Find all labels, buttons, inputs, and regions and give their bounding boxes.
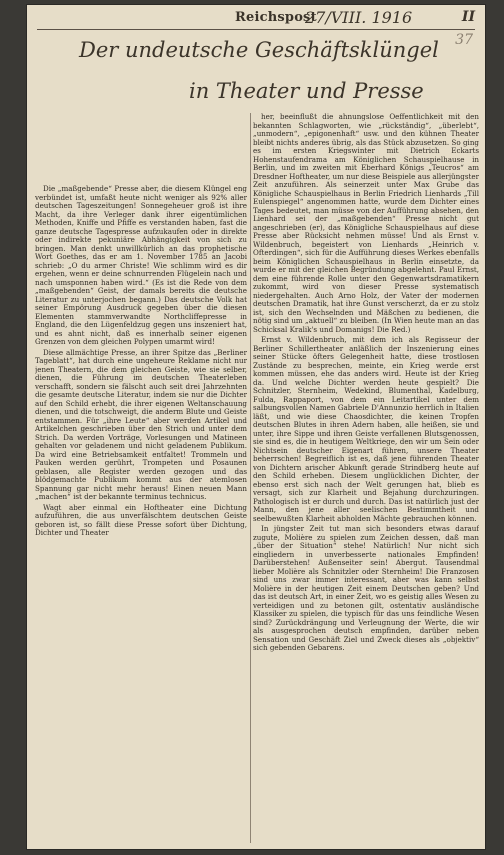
header-rule: [37, 29, 475, 30]
right-paragraph: her, beeinflußt die ahnungslose Oeffentlichkeit mit den bekannten Schlagworten, wie „rückständig“, „überlebt“, „unmodern“, „epigonenhaft“ usw. und den kühnen Theater bleibt nichts anderes übrig, als das Stück abzusetzen. So ging es im ersten Kriegswinter mit Dietrich Eckarts Hohenstaufendrama am Königlichen Schauspielhause in Berlin, und im zweiten mit Eberhard Königs „Teucros“ am Dresdner Hoftheater, um nur diese Beispiele aus allerjüngster Zeit anzuführen. Als seinerzeit unter Max Grube das Königliche Schauspielhaus in Berlin Friedrich Lienhards „Till Eulenspiegel“ angenommen hatte, wurde dem Dichter eines Tages bedeutet, man müsse von der Aufführung absehen, den Lienhard sei der „maßgebenden“ Presse nicht gut angeschrieben (er), das Königliche Schauspielhaus auf diese Presse aber Rücksicht nehmen müsse! Und als Ernst v. Wildenbruch, begeistert von Lienhards „Heinrich v. Ofterdingen“, sich für die Aufführung dieses Werkes ebenfalls beim Königlichen Schauspielhaus in Berlin einsetzte, da wurde er mit der gleichen Begründung abgelehnt. Paul Ernst, dem eine führende Rolle unter den Gegenwartsdramatikern zukommt, wird von dieser Presse systematisch niedergehalten. Auch Arno Holz, der Vater der modernen deutschen Dramatik, hat ihre Gunst verscherzt, da er zu stolz ist, sich den Wechselnden und Mäßchen zu bedienen, die nötig sind um „aktuell“ zu bleiben. (In Wien heute man an das Schicksal Kralik's und Domanigs! Die Red.): [253, 113, 479, 334]
handwritten-date: 27/VIII. 1916: [305, 8, 413, 27]
column-divider: [250, 113, 251, 843]
newspaper-clipping: [26, 4, 486, 850]
right-paragraph: In jüngster Zeit tut man sich besonders etwas darauf zugute, Molière zu spielen zum Zeichen dessen, daß man „über der Situation“ stehe! Natürlich! Nur nicht sich eingliedern in unverbesserte nationales Empfinden! Darüberstehen! Außenseiter sein! Abergut. Tausendmal lieber Molière als Schnitzler oder Sternheim! Die Franzosen sind uns zwar immer interessant, aber was kann selbst Molière in der heutigen Zeit einem Deutschen geben? Und das ist deutsch Art, in einer Zeit, wo es geistig alles Wesen zu verteidigen und zu betonen gilt, ostentativ ausländische Klassiker zu spielen, die typisch für das uns feindliche Wesen sind? Zurückdrängung und Verleugnung der Werte, die wir als ausgesprochen deutsch empfinden, darüber neben Sensation und Geschäft Ziel und Zweck dieses als „objektiv“ sich gebenden Gebarens.: [253, 524, 479, 652]
page-number: II: [461, 9, 475, 25]
left-column: [35, 185, 247, 665]
handwritten-title-line-1: Der undeutsche Geschäftsklüngel: [79, 38, 439, 62]
left-paragraph: Wagt aber einmal ein Hoftheater eine Dichtung aufzuführen, die aus unverfälschtem deutschen Geiste geboren ist, so fällt diese Presse sofort über Dichtung, Dichter und Theater: [35, 502, 247, 537]
right-paragraph: Ernst v. Wildenbruch, mit dem ich als Regisseur der Berliner Schillertheater anläßlich der Inszenierung eines seiner Stücke öfters Gelegenheit hatte, diese trostlosen Zustände zu besprechen, meinte, ein Krieg werde erst kommen müssen, ehe das anders wird. Heute ist der Krieg da. Und welche Dichter werden heute gespielt? Die Schnitzler, Sternheim, Wedekind, Blumenthal, Kadelburg, Fulda, Rappaport, von dem ein Leitartikel unter dem salbungsvollen Namen Gabriele D'Annunzio herrlich in Italien läßt, und wie diese Chaosdichter, die keinen Tropfen deutschen Blutes in ihren Adern haben, alle heißen, sie und unter, ihre Sippe und ihren Geiste verfallenen Blutsgenossen, sie sind es, die in heutigem Weltkriege, den wir um Sein oder Nichtsein deutscher Eigenart führen, unsere Theater beherrschen! Begreiflich ist es, daß jene führenden Theater von Dichtern arischer Abkunft gerade Strindberg heute auf den Schild erheben. Diesem unglücklichen Dichter, der ebenso erst sich nach der Welt gerungen hat, blieb es versagt, sich zur Klarheit und Bejahung durchzuringen. Pathologisch ist er durch und durch. Das ist natürlich just der Mann, den jene aller seelischen Bestimmtheit und seelbewußten Klarheit abholden Mächte gebrauchen können.: [253, 335, 479, 523]
left-paragraph: Diese allmächtige Presse, an ihrer Spitze das „Berliner Tageblatt“, hat durch eine ungeheure Reklame nicht nur jenen Theatern, die dem gleichen Geiste, wie sie selber, dienen, die Führung im deutschen Theaterleben verschafft, sondern sie fälscht auch seit drei Jahrzehnten die gesamte deutsche Literatur, indem sie nur die Dichter auf den Schild erhebt, die ihrer eigenen Weltanschauung dienen, und die totschweigt, die anderm Blute und Geiste entstammen. Für „ihre Leute“ aber werden Artikel und Artikelchen geschrieben über den Strich und unter dem Strich. Da werden Vorträge, Vorlesungen und Matineen gehalten vor geladenem und nicht geladenem Publikum. Da wird eine Betriebsamkeit entfaltet! Trommeln und Pauken werden gerührt, Trompeten und Posaunen geblasen, alle Register werden gezogen und das blödgemachte Publikum kommt aus der atemlosen Spannung gar nicht mehr heraus! Einen neuen Mann „machen“ ist der bekannte terminus technicus.: [35, 347, 247, 501]
left-paragraph: Die „maßgebende“ Presse aber, die diesem Klüngel eng verbündet ist, umfaßt heute nicht weniger als 92% aller deutschen Tageszeitungen! Sonnegeheuer groß ist ihre Macht, da ihre Verleger dank ihrer eigentümlichen Methoden, Kniffe und Pfiffe es verstanden haben, fast die ganze deutsche Tagespresse aufzukaufen oder in direkte oder indirekte pekuniäre Abhängigkeit von sich zu bringen. Man denkt unwillkürlich an das prophetische Wort Goethes, das er am 1. November 1785 an Jacobi schrieb: „O du armer Christe! Wie schlimm wird es dir ergehen, wenn er deine schnurrenden Flügelein nach und nach umsponnen haben wird.“ (Es ist die Rede von dem „maßgebenden“ Geist, der damals bereits die deutsche Literatur zu unterjochen begann.) Das deutsche Volk hat seiner Empörung Ausdruck gegeben über die diesen Elementen stammverwandte Northcliffepresse in England, die den Lügenfeldzug gegen uns inszeniert hat, und es ahnt nicht, daß es innerhalb seiner eigenen Grenzen von dem gleichen Polypen umarmt wird!: [35, 185, 247, 346]
masthead: Reichspost: [235, 10, 317, 25]
right-column: [253, 113, 479, 847]
page-mark: 37: [455, 32, 473, 48]
handwritten-title-line-2: in Theater und Presse: [189, 79, 424, 103]
